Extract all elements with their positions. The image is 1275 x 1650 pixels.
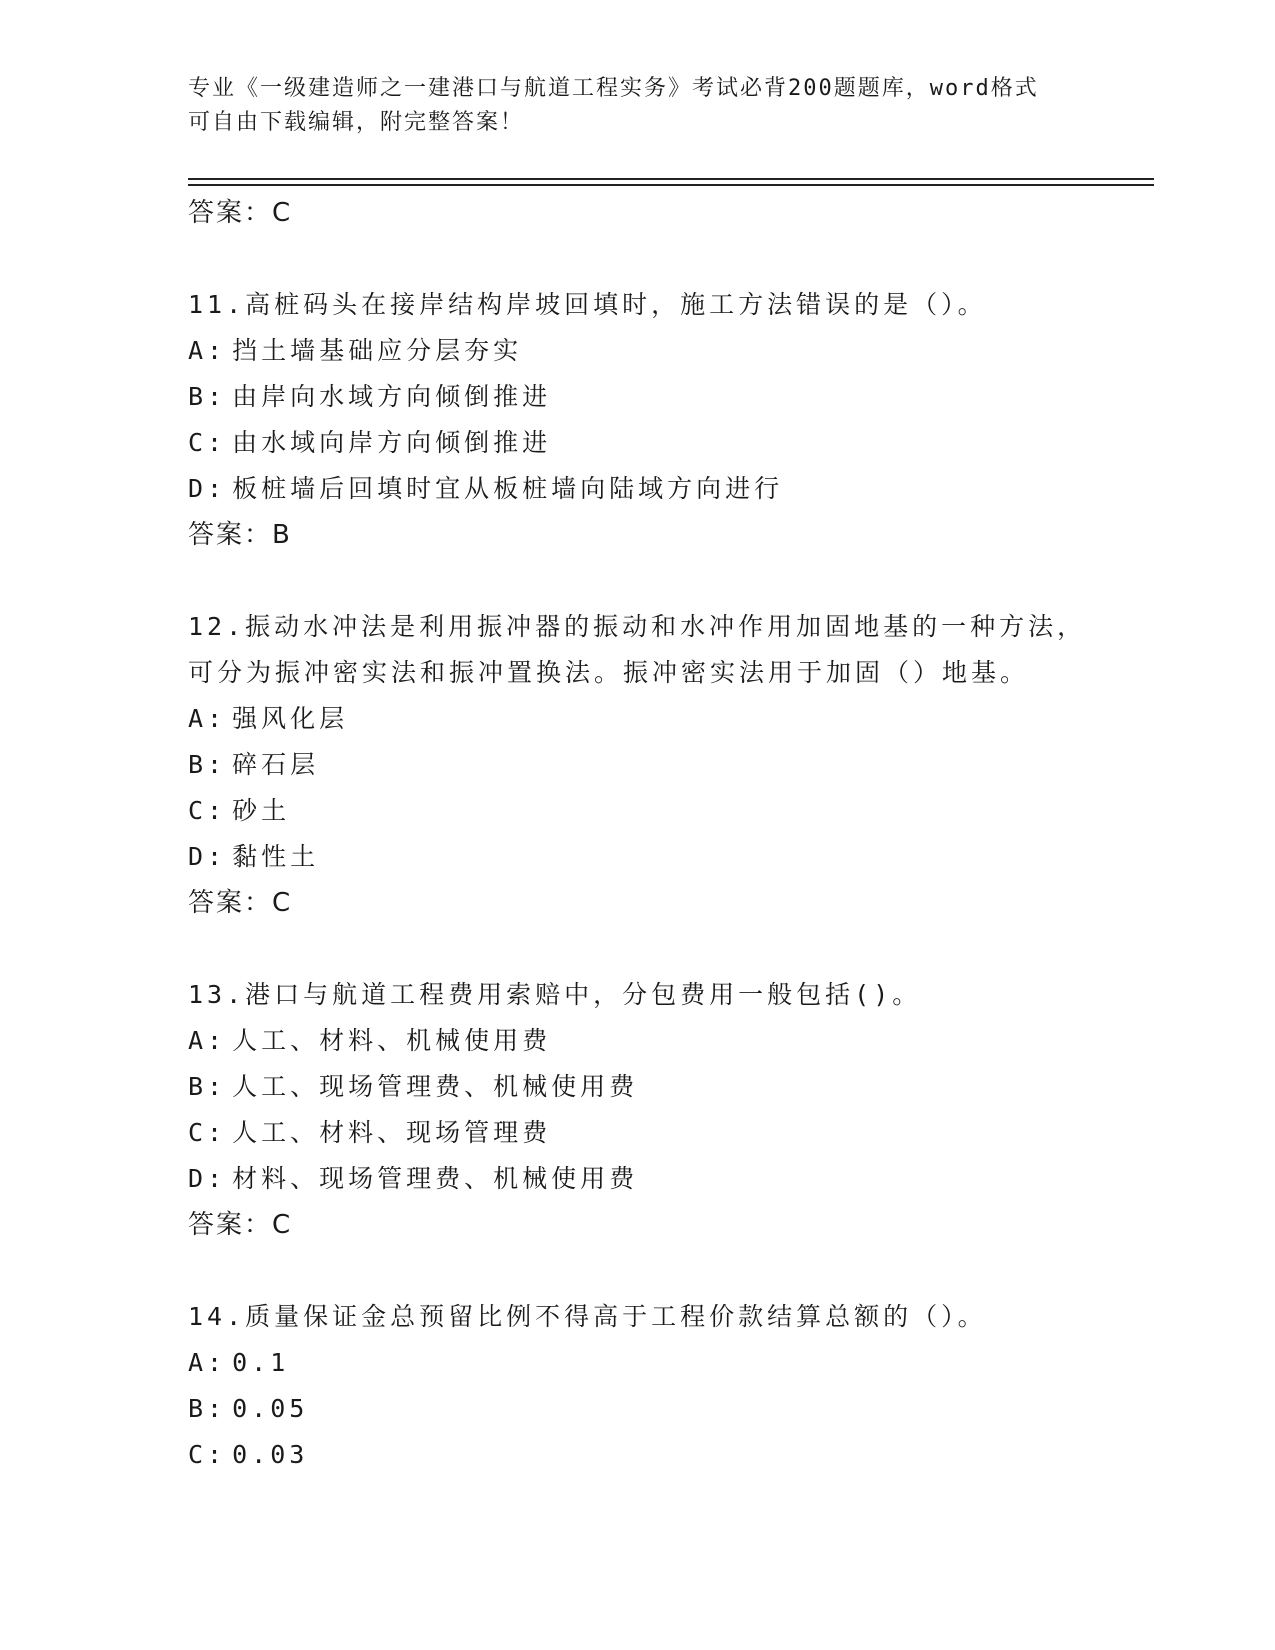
header-rule-top	[188, 178, 1154, 180]
option-text: 由水域向岸方向倾倒推进	[232, 428, 552, 457]
option-text: 碎石层	[232, 750, 320, 779]
option-item	[188, 1386, 1148, 1432]
option-item	[188, 1156, 1148, 1202]
option-text: 材料、现场管理费、机械使用费	[232, 1164, 639, 1193]
option-item	[188, 696, 1148, 742]
option-item	[188, 1018, 1148, 1064]
question-item	[188, 282, 1148, 558]
answer-line: 答案：C	[188, 1210, 293, 1240]
option-item	[188, 374, 1148, 420]
option-item	[188, 466, 1148, 512]
option-text: 黏性土	[232, 842, 320, 871]
question-item	[188, 604, 1148, 926]
option-label: B:	[188, 382, 227, 411]
option-item	[188, 1340, 1148, 1386]
question-text: 13.港口与航道工程费用索赔中，分包费用一般包括()。	[188, 980, 922, 1009]
option-label: A:	[188, 1026, 227, 1055]
option-label: C:	[188, 1440, 227, 1469]
option-text: 由岸向水域方向倾倒推进	[232, 382, 552, 411]
answer-line: 答案：B	[188, 520, 292, 550]
question-text: 14.质量保证金总预留比例不得高于工程价款结算总额的（）。	[188, 1302, 987, 1331]
question-text: 11.高桩码头在接岸结构岸坡回填时，施工方法错误的是（）。	[188, 290, 987, 319]
question-item	[188, 1294, 1148, 1478]
option-text: 0.1	[232, 1348, 290, 1377]
option-label: B:	[188, 750, 227, 779]
option-text: 人工、现场管理费、机械使用费	[232, 1072, 639, 1101]
option-text: 人工、材料、机械使用费	[232, 1026, 552, 1055]
option-item	[188, 1110, 1148, 1156]
answer-line: 答案：C	[188, 888, 293, 918]
option-text: 强风化层	[232, 704, 349, 733]
question-item	[188, 972, 1148, 1248]
question-list	[188, 190, 1148, 1478]
document-header	[188, 72, 1088, 140]
option-label: B:	[188, 1394, 227, 1423]
option-item	[188, 788, 1148, 834]
option-text: 板桩墙后回填时宜从板桩墙向陆域方向进行	[232, 474, 784, 503]
question-text: 可分为振冲密实法和振冲置换法。振冲密实法用于加固（）地基。	[188, 658, 1030, 687]
option-label: D:	[188, 474, 227, 503]
option-text: 人工、材料、现场管理费	[232, 1118, 552, 1147]
question-text: 12.振动水冲法是利用振冲器的振动和水冲作用加固地基的一种方法，	[188, 612, 1087, 641]
option-label: C:	[188, 1118, 227, 1147]
option-item	[188, 328, 1148, 374]
option-label: C:	[188, 428, 227, 457]
option-item	[188, 834, 1148, 880]
answer-line: 答案：C	[188, 198, 293, 228]
option-text: 砂土	[232, 796, 291, 825]
option-text: 0.05	[232, 1394, 309, 1423]
option-label: A:	[188, 704, 227, 733]
option-text: 0.03	[232, 1440, 309, 1469]
option-label: D:	[188, 842, 227, 871]
option-item	[188, 1064, 1148, 1110]
option-item	[188, 420, 1148, 466]
option-label: A:	[188, 1348, 227, 1377]
option-label: A:	[188, 336, 227, 365]
option-label: C:	[188, 796, 227, 825]
option-item	[188, 742, 1148, 788]
option-item	[188, 1432, 1148, 1478]
header-rule-bottom	[188, 184, 1154, 186]
header-line-2: 可自由下载编辑，附完整答案！	[188, 110, 525, 135]
header-line-1: 专业《一级建造师之一建港口与航道工程实务》考试必背200题题库，word格式	[188, 76, 1039, 101]
option-text: 挡土墙基础应分层夯实	[232, 336, 523, 365]
option-label: B:	[188, 1072, 227, 1101]
option-label: D:	[188, 1164, 227, 1193]
